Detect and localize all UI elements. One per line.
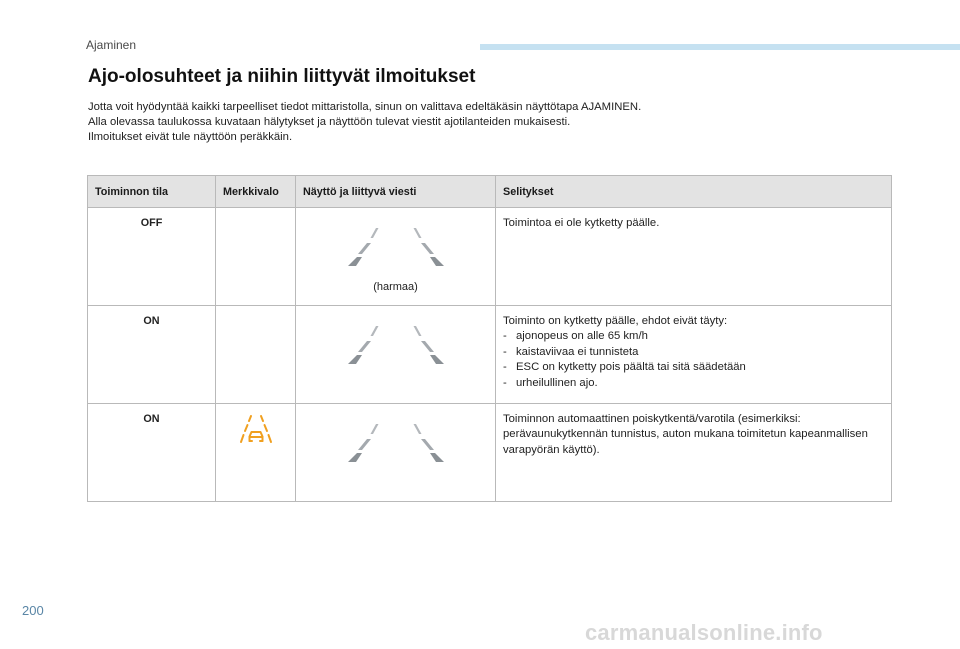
list-item: - kaistaviivaa ei tunnisteta bbox=[503, 345, 639, 358]
page-number: 200 bbox=[22, 603, 44, 618]
table-header-row bbox=[88, 176, 892, 208]
function-state: ON bbox=[88, 404, 216, 502]
indicator-lamp-cell bbox=[216, 208, 296, 306]
display-cell bbox=[296, 404, 496, 502]
function-state: ON bbox=[88, 306, 216, 404]
function-state: OFF bbox=[88, 208, 216, 306]
lane-lines-icon bbox=[347, 228, 445, 266]
display-caption: (harmaa) bbox=[373, 281, 418, 293]
explanation-cell bbox=[496, 306, 892, 404]
lane-lines-icon bbox=[347, 424, 445, 462]
display-cell bbox=[296, 208, 496, 306]
intro-line: Alla olevassa taulukossa kuvataan hälytykset ja näyttöön tulevat viestit ajotilanteiden mukaisesti. bbox=[88, 116, 571, 128]
table-row bbox=[88, 208, 892, 306]
lane-departure-warning-icon bbox=[239, 415, 273, 445]
column-header-lamp: Merkkivalo bbox=[216, 176, 296, 208]
explanation-text: Toiminto on kytketty päälle, ehdot eivät täyty: bbox=[503, 315, 728, 327]
intro-line: Ilmoitukset eivät tule näyttöön peräkkäin. bbox=[88, 131, 293, 143]
section-label: Ajaminen bbox=[86, 38, 137, 52]
lane-lines-icon bbox=[347, 326, 445, 364]
table-row bbox=[88, 306, 892, 404]
indicator-lamp-cell bbox=[216, 306, 296, 404]
section-header-bar bbox=[480, 44, 960, 50]
intro-line: Jotta voit hyödyntää kaikki tarpeelliset tiedot mittaristolla, sinun on valittava edeltäkäsin näyttötapa AJAMINEN. bbox=[88, 101, 642, 113]
column-header-display: Näyttö ja liittyvä viesti bbox=[296, 176, 496, 208]
function-status-table bbox=[87, 175, 892, 502]
column-header-state: Toiminnon tila bbox=[88, 176, 216, 208]
display-cell bbox=[296, 306, 496, 404]
table-row bbox=[88, 404, 892, 502]
explanation-cell: Toiminnon automaattinen poiskytkentä/varotila (esimerkiksi: perävaunukytkennän tunnistus, auton mukana toimitetun kapeanmallisen varapyörän käyttö). bbox=[496, 404, 892, 502]
list-item: - ajonopeus on alle 65 km/h bbox=[503, 330, 648, 343]
list-item: - urheilullinen ajo. bbox=[503, 376, 598, 389]
list-item: - ESC on kytketty pois päältä tai sitä säädetään bbox=[503, 361, 746, 374]
watermark: carmanualsonline.info bbox=[585, 620, 823, 645]
page-title: Ajo-olosuhteet ja niihin liittyvät ilmoitukset bbox=[88, 66, 476, 87]
explanation-cell: Toimintoa ei ole kytketty päälle. bbox=[496, 208, 892, 306]
intro-text bbox=[88, 100, 888, 145]
column-header-explanation: Selitykset bbox=[496, 176, 892, 208]
condition-list bbox=[503, 329, 884, 391]
indicator-lamp-cell bbox=[216, 404, 296, 502]
